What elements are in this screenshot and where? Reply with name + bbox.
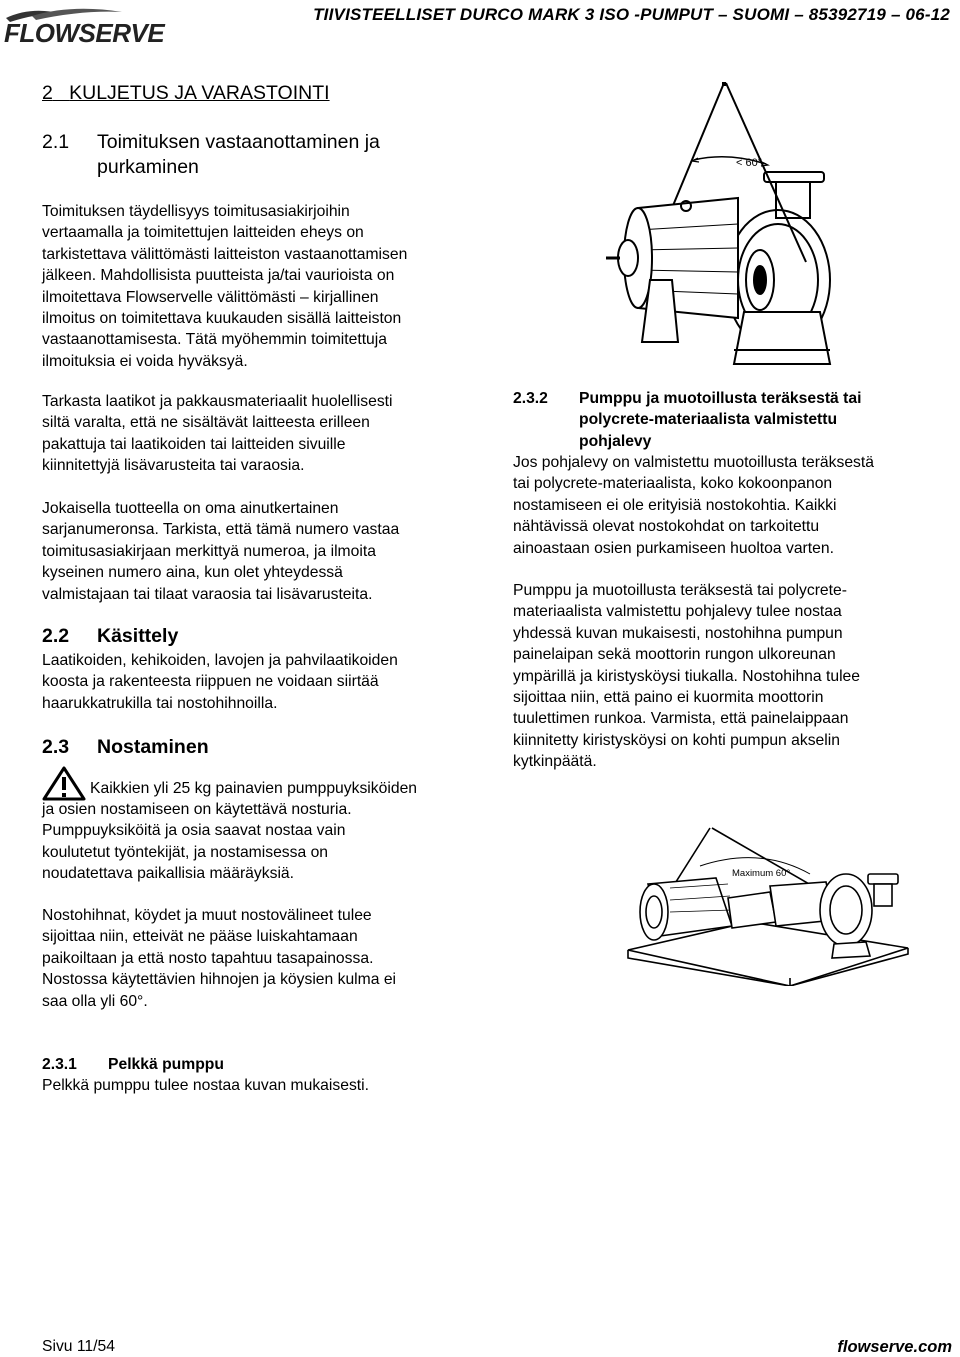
subsection-heading-2-2 <box>42 625 178 648</box>
text-line: sarjanumeronsa. Tarkista, että tämä numero vastaa <box>42 521 400 539</box>
section-number: 2 <box>42 82 53 104</box>
subsection-title: Pelkkä pumppu <box>108 1056 224 1073</box>
subsection-heading-2-3 <box>42 736 209 759</box>
text-line: tarkistettava välittömästi laitteiston vastaanottamisen <box>42 245 408 263</box>
text-line: sijoittaa niin, etteivät ne pääse luiskahtamaan <box>42 928 358 946</box>
document-header-title: TIIVISTEELLISET DURCO MARK 3 ISO -PUMPUT – SUOMI – 85392719 – 06-12 <box>313 5 950 24</box>
subsection-title-line2: purkaminen <box>97 156 199 178</box>
text-line: saa olla yli 60°. <box>42 992 148 1010</box>
text-line: Pumppu ja muotoillusta teräksestä tai polycrete- <box>513 582 847 599</box>
text-line: Jokaisella tuotteella on oma ainutkertainen <box>42 500 339 517</box>
subsection-title: Nostaminen <box>97 736 209 758</box>
subsection-number: 2.3 <box>42 736 70 758</box>
text-line: Laatikoiden, kehikoiden, lavojen ja pahvilaatikoiden <box>42 652 398 669</box>
text-line: painelaipan sekä moottorin rungon ulkoreunan <box>513 646 836 664</box>
subsection-number: 2.2 <box>42 625 70 647</box>
subsection-heading-2-3-1 <box>42 1054 224 1075</box>
warning-text-first-line: Kaikkien yli 25 kg painavien pumppuyksiköiden <box>90 780 418 797</box>
text-line: vastaanottamisesta. Tätä myöhemmin toimitettuja <box>42 331 387 349</box>
paragraph-handling <box>42 650 398 714</box>
section-title: KULJETUS JA VARASTOINTI <box>69 82 330 104</box>
subsection-title-line1: Pumppu ja muotoillusta teräksestä tai <box>579 390 862 407</box>
subsection-heading-2-3-2 <box>513 388 861 452</box>
text-line: kiinnitetty kiristysköysi on kohti pumpun akselin <box>513 731 840 749</box>
text-line: nähtävissä olevat nostokohdat on tarkoitettu <box>513 518 820 536</box>
text-line: paikoiltaan ja että nosto tapahtuu tasapainossa. <box>42 949 374 967</box>
text-line: Tarkasta laatikot ja pakkausmateriaalit huolellisesti <box>42 393 393 410</box>
paragraph-lifting-slings <box>42 905 396 1012</box>
warning-triangle-icon <box>42 766 86 802</box>
paragraph-baseplate-lifting-points <box>513 452 874 559</box>
angle-label: < 60° <box>736 157 763 169</box>
text-line: jälkeen. Mahdollisista puutteista ja/tai vaurioista on <box>42 267 395 285</box>
text-line: ja osien nostamiseen on käytettävä nosturia. <box>42 801 352 818</box>
text-line: vertaamalla ja toimitettujen laitteiden eheys on <box>42 224 364 242</box>
pump-baseplate-lifting-figure <box>620 826 912 986</box>
logo-text: FLOWSERVE <box>4 18 165 48</box>
subsection-title: Käsittely <box>97 625 179 647</box>
text-line: ilmoituksia ei voida hyväksyä. <box>42 352 248 370</box>
text-line: tuulettimen runkoa. Varmista, että painelaippaan <box>513 710 849 728</box>
text-line: toimitusasiakirjaan merkittyä numeroa, ja ilmoita <box>42 542 376 560</box>
website-link[interactable]: flowserve.com <box>837 1338 952 1356</box>
subsection-title-line3: pohjalevy <box>579 432 652 450</box>
text-line: nostamiseen ei ole erityisiä nostokohtia. Kaikki <box>513 496 837 514</box>
text-line: Pumppuyksiköitä ja osia saavat nostaa vain <box>42 822 346 840</box>
text-line: ilmoitus on toimitettava kuukauden sisällä laitteiston <box>42 310 402 328</box>
text-line: siltä varalta, että ne sisältävät laitteesta erilleen <box>42 414 370 432</box>
subsection-number: 2.3.2 <box>513 390 548 407</box>
subsection-number: 2.1 <box>42 131 70 153</box>
text-line: Jos pohjalevy on valmistettu muotoillusta teräksestä <box>513 454 874 471</box>
text-line: Nostohihnat, köydet ja muut nostovälineet tulee <box>42 907 372 924</box>
paragraph-packaging-check <box>42 391 393 477</box>
text-line: koulutetut työntekijät, ja nostamisessa on <box>42 843 329 861</box>
text-line: Nostossa käytettävien hihnojen ja köysien kulma ei <box>42 971 397 989</box>
text-line: yhdessä kuvan mukaisesti, nostohihna pumpun <box>513 624 843 642</box>
bare-pump-lifting-figure <box>598 80 838 370</box>
text-line: haarukkatrukilla tai nostohihnoilla. <box>42 694 278 712</box>
paragraph-baseplate-lifting-method <box>513 580 860 773</box>
paragraph-serial-number <box>42 498 399 605</box>
text-line: valmistajaan tai tilaat varaosia tai lisävarusteita. <box>42 585 373 603</box>
text-line: Toimituksen täydellisyys toimitusasiakirjoihin <box>42 203 350 220</box>
text-line: koosta ja rakenteesta riippuen ne voidaan siirtää <box>42 673 379 691</box>
text-line: materiaalista valmistettu pohjalevy tulee nostaa <box>513 603 842 621</box>
subsection-number: 2.3.1 <box>42 1056 77 1073</box>
section-heading <box>42 82 330 105</box>
text-line: ilmoitettava Flowservelle välittömästi – kirjallinen <box>42 288 379 306</box>
page-number: Sivu 11/54 <box>42 1338 115 1355</box>
text-line: noudatettava paikallisia määräyksiä. <box>42 865 295 883</box>
text-line: pakattuja tai laatikoiden tai laitteiden sivuille <box>42 435 346 453</box>
text-line: kyseinen numero aina, kun olet yhteydessä <box>42 564 343 582</box>
paragraph-bare-pump: Pelkkä pumppu tulee nostaa kuvan mukaisesti. <box>42 1077 370 1094</box>
text-line: ympärillä ja kiristysköysi tiukalla. Nostohihna tulee <box>513 667 861 685</box>
text-line: tai polycrete-materiaalista, koko kokoonpanon <box>513 475 833 493</box>
text-line: kytkinpäätä. <box>513 753 597 771</box>
subsection-title-line1: Toimituksen vastaanottaminen ja <box>97 131 380 153</box>
text-line: sijoittaa niin, että paino ei kuormita moottorin <box>513 689 824 707</box>
text-line: kiinnitettyjä lisävarusteita tai varaosia. <box>42 457 305 475</box>
text-line: ainoastaan osien purkamiseen huoltoa varten. <box>513 539 834 557</box>
subsection-heading-2-1 <box>42 130 380 180</box>
paragraph-lifting-warning <box>42 799 352 885</box>
angle-label: Maximum 60° <box>732 868 791 879</box>
subsection-title-line2: polycrete-materiaalista valmistettu <box>579 411 838 429</box>
paragraph-delivery-check <box>42 201 407 372</box>
